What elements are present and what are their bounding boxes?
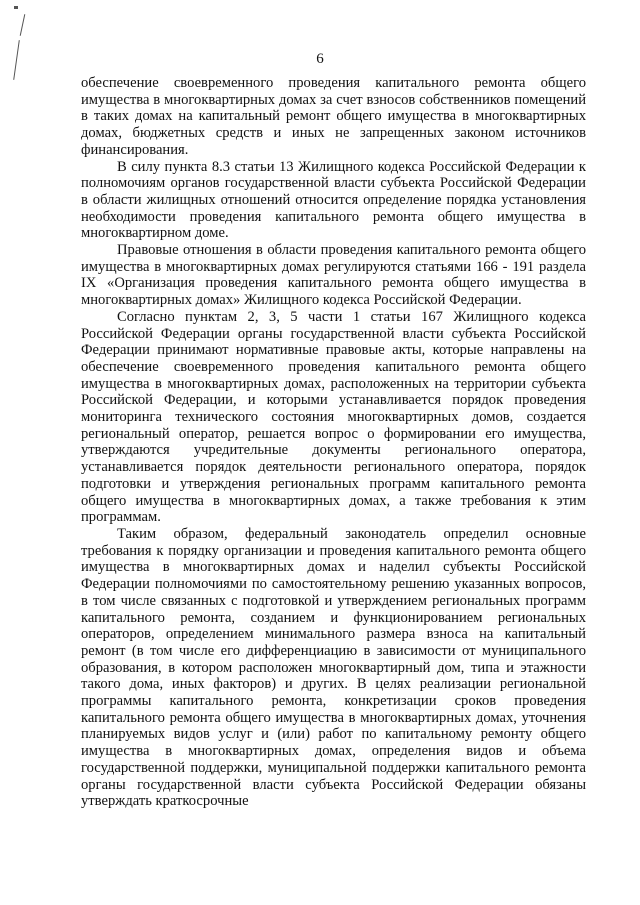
paragraph: Согласно пунктам 2, 3, 5 части 1 статьи 167 Жилищного кодекса Российской Федерации органы государственной власти субъекта Российской Федерации принимают нормативные правовые акты, которые направлены на обеспечение своевременного проведения капитального ремонта общего имущества в многоквартирных домах, расположенных на территории субъекта Российской Федерации, и которыми устанавливается порядок проведения мониторинга технического состояния многоквартирных домов, создается региональный оператор, решается вопрос о формировании его имущества, утверждаются учредительные документы регионального оператора, устанавливается порядок деятельности регионального оператора, порядок подготовки и утверждения региональных программ капитального ремонта общего имущества в многоквартирных домах, а также требования к этим программам. [81, 308, 586, 526]
paragraph: Таким образом, федеральный законодатель определил основные требования к порядку организации и проведения капитального ремонта общего имущества в многоквартирных домах и наделил субъекты Российской Федерации полномочиями по самостоятельному решению указанных вопросов, в том числе связанных с подготовкой и утверждением региональных программ капитального ремонта, созданием и функционированием региональных операторов, определением минимального размера взноса на капитальный ремонт (в том числе его дифференциацию в зависимости от муниципального образования, в котором расположен многоквартирный дом, типа и этажности такого дома, иных факторов) и других. В целях реализации региональной программы капитального ремонта, конкретизации сроков проведения капитального ремонта общего имущества в многоквартирных домах, уточнения планируемых видов услуг и (или) работ по капитальному ремонту общего имущества в многоквартирных домах, определения видов и объема государственной поддержки, муниципальной поддержки капитального ремонта органы государственной власти субъекта Российской Федерации обязаны утверждать краткосрочные [81, 525, 586, 810]
paragraph: Правовые отношения в области проведения капитального ремонта общего имущества в многоквартирных домах регулируются статьями 166 - 191 раздела IX «Организация проведения капитального ремонта общего имущества в многоквартирных домах» Жилищного кодекса Российской Федерации. [81, 242, 586, 309]
scan-artifact-mark [14, 6, 18, 9]
paragraph: обеспечение своевременного проведения капитального ремонта общего имущества в многоквартирных домах за счет взносов собственников помещений в таких домах на капитальный ремонт общего имущества в многоквартирных домах, бюджетных средств и иных не запрещенных законом источников финансирования. [81, 75, 586, 158]
scan-artifact-mark [20, 14, 26, 36]
page-number: 6 [316, 51, 324, 67]
paragraph: В силу пункта 8.3 статьи 13 Жилищного кодекса Российской Федерации к полномочиям органов государственной власти субъекта Российской Федерации в области жилищных отношений относится определение порядка установления необходимости проведения капитального ремонта общего имущества в многоквартирном доме. [81, 158, 586, 242]
document-body [81, 75, 586, 810]
